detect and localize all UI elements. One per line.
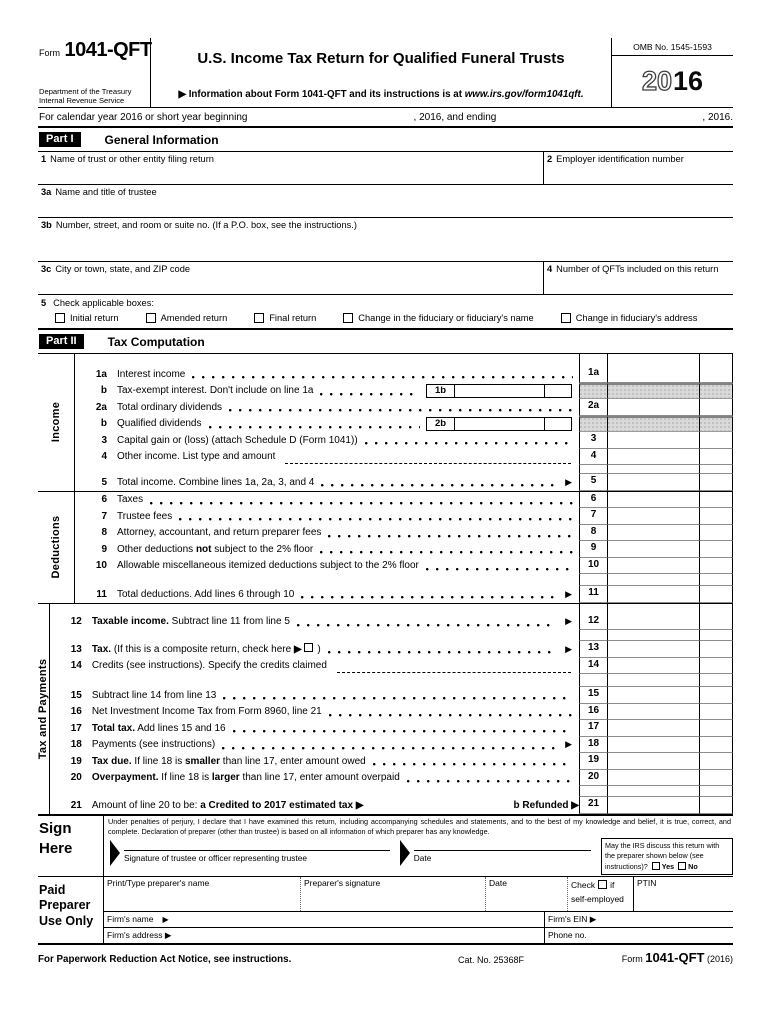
line-number: 18 xyxy=(70,739,82,751)
form-info-url: www.irs.gov/form1041qft. xyxy=(464,89,584,100)
footer-form-id: Form 1041-QFT (2016) xyxy=(621,949,733,965)
line-label: Net Investment Income Tax from Form 8960, line 21 xyxy=(91,706,322,718)
checkbox-1[interactable] xyxy=(146,313,156,323)
dot-leader xyxy=(365,442,573,445)
paid-preparer-label: Paid Preparer Use Only xyxy=(38,877,104,943)
line-12-amount[interactable] xyxy=(607,614,699,631)
line-21-amount[interactable] xyxy=(607,797,699,814)
year-ending-input[interactable] xyxy=(536,111,702,123)
line-1b-inline-box xyxy=(426,384,572,399)
line-2b-amount[interactable] xyxy=(455,418,545,431)
row-cents xyxy=(699,630,733,641)
line-number: 6 xyxy=(101,494,107,506)
line-17-amount[interactable] xyxy=(607,720,699,737)
qft-count-field[interactable]: 4 Number of QFTs included on this return xyxy=(543,262,733,294)
spacer-row xyxy=(75,574,733,586)
trustee-signature-field[interactable] xyxy=(124,838,390,876)
dot-leader xyxy=(328,535,573,538)
line-label: Tax. (If this is a composite return, check here ▶ ) xyxy=(91,644,321,656)
line-3-amount[interactable] xyxy=(607,432,699,449)
line-5-cents[interactable] xyxy=(699,474,733,491)
irs-label: Internal Revenue Service xyxy=(39,95,125,105)
form-footer xyxy=(38,945,733,965)
row-amount xyxy=(607,630,699,641)
form-number-block xyxy=(38,38,151,107)
ein-field[interactable]: 2 Employer identification number xyxy=(543,152,733,184)
line-number: b xyxy=(100,418,107,430)
section-side-label: Tax and Payments xyxy=(37,658,50,759)
form-word: Form xyxy=(39,48,60,58)
entry-number-cell xyxy=(579,786,607,797)
line-16 xyxy=(50,704,733,721)
row-cents xyxy=(699,354,733,366)
checkbox-4[interactable] xyxy=(561,313,571,323)
line-label: Amount of line 20 to be: a Credited to 2017 estimated tax ▶ b Refunded ▶ xyxy=(91,799,579,811)
line-label: Other deductions not subject to the 2% floor xyxy=(117,543,314,555)
entry-number-20: 20 xyxy=(579,770,607,787)
line-label: Total ordinary dividends xyxy=(117,401,223,413)
line-2b-amount xyxy=(607,416,699,433)
line-10-cents[interactable] xyxy=(699,558,733,575)
line-1a xyxy=(75,366,733,383)
checkbox-item-0 xyxy=(55,313,119,323)
self-employed-cell: Check if self-employed xyxy=(568,877,634,911)
line-label: Attorney, accountant, and return preparer fees xyxy=(117,527,322,539)
line-label: Credits (see instructions). Specify the credits claimed xyxy=(91,660,327,672)
line-number: 12 xyxy=(70,616,82,628)
trustee-signature-caption: Signature of trustee or officer representing trustee xyxy=(124,852,307,863)
dot-leader xyxy=(150,502,573,505)
line-14-cents[interactable] xyxy=(699,658,733,675)
catalog-number: Cat. No. 25368F xyxy=(458,954,525,965)
line-18 xyxy=(50,737,733,754)
dot-leader xyxy=(233,730,573,733)
line-number: 14 xyxy=(70,660,82,672)
spacer-row xyxy=(75,465,733,474)
dot-leader xyxy=(229,409,573,412)
entry-number-2a: 2a xyxy=(579,399,607,416)
entry-number-cell xyxy=(579,630,607,641)
line-label: Taxable income. Subtract line 11 from line 5 xyxy=(91,616,290,628)
row-cents xyxy=(699,674,733,687)
line-label: Trustee fees xyxy=(117,510,173,522)
entry-number-13: 13 xyxy=(579,641,607,658)
line-label: Tax due. If line 18 is smaller than line 17, enter amount owed xyxy=(91,755,366,767)
line-6 xyxy=(75,492,733,509)
checkbox-3[interactable] xyxy=(343,313,353,323)
line-16-amount[interactable] xyxy=(607,704,699,721)
firm-address-field[interactable]: Firm's address ▶ xyxy=(104,928,545,943)
line-label: Total income. Combine lines 1a, 2a, 3, and 4 xyxy=(117,476,315,488)
entry-number-18: 18 xyxy=(579,737,607,754)
line-20-cents[interactable] xyxy=(699,770,733,787)
line-15-cents[interactable] xyxy=(699,687,733,704)
dot-leader xyxy=(222,747,557,750)
line-2b-inline-box xyxy=(426,417,572,432)
checkbox-item-4 xyxy=(561,313,698,323)
entry-number-9: 9 xyxy=(579,541,607,558)
entry-number-cell xyxy=(579,574,607,586)
line-6-amount[interactable] xyxy=(607,492,699,509)
line-17 xyxy=(50,720,733,737)
line-label: Overpayment. If line 18 is larger than line 17, enter amount overpaid xyxy=(91,772,400,784)
line-4 xyxy=(75,449,733,466)
signature-date-caption: Date xyxy=(413,852,432,863)
checkbox-2[interactable] xyxy=(254,313,264,323)
firm-name-arrow-icon: ▶ xyxy=(162,914,169,924)
entry-number-cell xyxy=(579,674,607,687)
line-number: 1a xyxy=(95,368,107,380)
line-16-cents[interactable] xyxy=(699,704,733,721)
sign-here-section xyxy=(38,814,733,877)
entry-number-12: 12 xyxy=(579,614,607,631)
line-label: Total deductions. Add lines 6 through 10 xyxy=(117,588,295,600)
signature-arrow-icon xyxy=(110,840,120,866)
line-19 xyxy=(50,753,733,770)
row-amount xyxy=(607,786,699,797)
part2-section-deductions xyxy=(38,491,733,603)
form-header xyxy=(38,38,733,108)
checkbox-item-3 xyxy=(343,313,533,323)
checkbox-label-3: Change in the fiduciary or fiduciary's name xyxy=(358,313,534,323)
firm-name-field[interactable]: Firm's name ▶ xyxy=(104,912,545,927)
dot-leader xyxy=(407,780,573,783)
preparer-name-field[interactable]: Print/Type preparer's name xyxy=(104,877,301,911)
dot-leader xyxy=(301,596,557,599)
entry-number-15: 15 xyxy=(579,687,607,704)
line-label: Total tax. Add lines 15 and 16 xyxy=(91,722,226,734)
line-21-cents[interactable] xyxy=(699,797,733,814)
dot-leader xyxy=(328,651,557,654)
line-14-amount[interactable] xyxy=(607,658,699,675)
line-number: 17 xyxy=(70,722,82,734)
paid-preparer-section xyxy=(38,877,733,945)
paperwork-notice: For Paperwork Reduction Act Notice, see instructions. xyxy=(38,953,292,965)
line-1b xyxy=(75,383,733,400)
tax-year: 20 16 xyxy=(641,66,704,96)
line-1b-amount xyxy=(607,383,699,400)
checkbox-label-4: Change in fiduciary's address xyxy=(575,313,698,323)
entry-number-cell xyxy=(579,604,607,614)
entry-number-10: 10 xyxy=(579,558,607,575)
perjury-statement: Under penalties of perjury, I declare that I have examined this return, including accompanying schedules and statements, and to the best of my knowledge and belief, it is true, correct, and complete. Declaration of preparer (other than trustee) is based on all information of which preparer has any knowledge. xyxy=(108,816,731,836)
line-19-amount[interactable] xyxy=(607,753,699,770)
line-number: 20 xyxy=(70,772,82,784)
signature-date-field[interactable] xyxy=(414,838,591,876)
part1-table xyxy=(38,151,733,330)
line-1a-amount[interactable] xyxy=(607,366,699,383)
trustee-name-field[interactable]: 3a Name and title of trustee xyxy=(41,187,157,197)
checkbox-label-2: Final return xyxy=(269,313,317,323)
arrow-right-icon: ▶ xyxy=(565,643,572,654)
dot-leader xyxy=(320,393,420,396)
entry-number-7: 7 xyxy=(579,508,607,525)
entry-number-11: 11 xyxy=(579,586,607,603)
dot-leader xyxy=(321,484,557,487)
trust-name-field[interactable]: 1 Name of trust or other entity filing return xyxy=(41,154,214,164)
line-number: 8 xyxy=(101,527,107,539)
line-label: Tax-exempt interest. Don't include on line 1a xyxy=(117,385,314,397)
entry-number-cell xyxy=(579,354,607,366)
entry-number-cell xyxy=(579,416,607,433)
line-label: Payments (see instructions) xyxy=(91,739,216,751)
line-1b-amount[interactable] xyxy=(455,385,545,398)
city-state-zip-field[interactable]: 3c City or town, state, and ZIP code xyxy=(41,264,191,274)
entry-number-1a: 1a xyxy=(579,366,607,383)
dot-leader xyxy=(320,551,573,554)
line-label: Subtract line 14 from line 13 xyxy=(91,689,217,701)
spacer-row xyxy=(50,630,733,641)
part2-title: Tax Computation xyxy=(107,334,205,349)
section-side-label: Income xyxy=(50,402,62,443)
line-label: Capital gain or (loss) (attach Schedule D (Form 1041)) xyxy=(117,434,358,446)
entry-number-8: 8 xyxy=(579,525,607,542)
row-amount xyxy=(607,574,699,586)
discuss-no-checkbox[interactable] xyxy=(678,862,686,870)
line-number: 19 xyxy=(70,755,82,767)
dot-leader xyxy=(426,568,573,571)
line-19-cents[interactable] xyxy=(699,753,733,770)
line-17-cents[interactable] xyxy=(699,720,733,737)
firm-ein-field[interactable]: Firm's EIN ▶ xyxy=(548,913,597,924)
phone-field[interactable]: Phone no. xyxy=(548,929,587,940)
row-cents xyxy=(699,604,733,614)
arrow-right-icon: ▶ xyxy=(565,476,572,487)
line-number: 21 xyxy=(70,799,82,811)
row-city-state-zip xyxy=(38,262,733,295)
line-5-amount[interactable] xyxy=(607,474,699,491)
preparer-date-field[interactable]: Date xyxy=(486,877,568,911)
form-title-block xyxy=(151,38,612,107)
section-side-label: Deductions xyxy=(50,515,62,579)
composite-return-checkbox[interactable] xyxy=(304,643,313,652)
row-amount xyxy=(607,354,699,366)
line-2a xyxy=(75,399,733,416)
line-2b-cents xyxy=(699,416,733,433)
write-in-line[interactable] xyxy=(285,453,571,464)
calendar-year-label: For calendar year 2016 or short year beginning xyxy=(39,112,248,123)
entry-number-17: 17 xyxy=(579,720,607,737)
entry-number-21: 21 xyxy=(579,797,607,814)
line-21 xyxy=(50,797,733,814)
inline-box-number: 1b xyxy=(427,385,455,398)
line-9 xyxy=(75,541,733,558)
entry-number-cell xyxy=(579,383,607,400)
part1-badge: Part I xyxy=(39,132,81,147)
dot-leader xyxy=(192,376,573,379)
line-8-amount[interactable] xyxy=(607,525,699,542)
row-amount xyxy=(607,465,699,474)
arrow-right-icon: ▶ xyxy=(565,588,572,599)
line-number: 7 xyxy=(101,510,107,522)
spacer-row xyxy=(50,604,733,614)
line-13-cents[interactable] xyxy=(699,641,733,658)
inline-box-number: 2b xyxy=(427,418,455,431)
line-label: Qualified dividends xyxy=(117,418,202,430)
line-4-amount[interactable] xyxy=(607,449,699,466)
omb-number: OMB No. 1545-1593 xyxy=(612,38,733,56)
arrow-right-icon: ▶ xyxy=(565,739,572,750)
line-label: Taxes xyxy=(117,494,144,506)
line-7-amount[interactable] xyxy=(607,508,699,525)
line-8-cents[interactable] xyxy=(699,525,733,542)
line-18-amount[interactable] xyxy=(607,737,699,754)
check-boxes-label: 5 Check applicable boxes: xyxy=(41,298,154,308)
part1-title: General Information xyxy=(104,132,219,147)
line-3 xyxy=(75,432,733,449)
line-5 xyxy=(75,474,733,491)
line-14 xyxy=(50,658,733,675)
line-10-amount[interactable] xyxy=(607,558,699,575)
line-label: Allowable miscellaneous itemized deductions subject to the 2% floor xyxy=(117,560,419,572)
entry-number-4: 4 xyxy=(579,449,607,466)
calendar-year-end: , 2016. xyxy=(702,112,734,123)
entry-number-19: 19 xyxy=(579,753,607,770)
line-15 xyxy=(50,687,733,704)
arrow-right-icon: ▶ xyxy=(565,616,572,627)
street-address-field[interactable]: 3b Number, street, and room or suite no. (If a P.O. box, see the instructions.) xyxy=(41,220,357,230)
part2-table xyxy=(38,353,733,814)
line-7-cents[interactable] xyxy=(699,508,733,525)
ptin-field[interactable]: PTIN xyxy=(637,877,657,888)
write-in-line[interactable] xyxy=(337,662,571,673)
row-trustee-name xyxy=(38,185,733,218)
entry-number-16: 16 xyxy=(579,704,607,721)
part1-header xyxy=(38,128,733,151)
form-number: 1041-QFT xyxy=(64,39,152,61)
applicable-boxes-row xyxy=(38,310,733,330)
dept-treasury: Department of the Treasury xyxy=(39,86,132,96)
spacer-row xyxy=(50,674,733,687)
entry-number-5: 5 xyxy=(579,474,607,491)
line-4-cents[interactable] xyxy=(699,449,733,466)
line-number: 10 xyxy=(95,560,107,572)
line-3-cents[interactable] xyxy=(699,432,733,449)
line-9-amount[interactable] xyxy=(607,541,699,558)
dot-leader xyxy=(223,697,573,700)
line-2a-cents[interactable] xyxy=(699,399,733,416)
line-20 xyxy=(50,770,733,787)
line-number: 15 xyxy=(70,689,82,701)
part2-badge: Part II xyxy=(39,334,84,349)
date-arrow-icon xyxy=(400,840,410,866)
irs-discuss-box: May the IRS discuss this return with the preparer shown below (see instructions)? Yes No xyxy=(601,838,733,875)
spacer-row xyxy=(50,786,733,797)
line-number: 5 xyxy=(101,476,107,488)
preparer-signature-field[interactable]: Preparer's signature xyxy=(301,877,486,911)
entry-number-14: 14 xyxy=(579,658,607,675)
line-number: 16 xyxy=(70,706,82,718)
line-12-cents[interactable] xyxy=(699,614,733,631)
part2-header xyxy=(38,330,733,353)
dot-leader xyxy=(179,518,573,521)
line-13-amount[interactable] xyxy=(607,641,699,658)
form-info-line: ▶ Information about Form 1041-QFT and its instructions is at www.irs.gov/form1041qft. xyxy=(178,89,584,100)
calendar-year-row xyxy=(38,108,733,128)
row-name-of-trust xyxy=(38,152,733,185)
self-employed-checkbox[interactable] xyxy=(598,880,607,889)
discuss-yes-checkbox[interactable] xyxy=(652,862,660,870)
line-1a-cents[interactable] xyxy=(699,366,733,383)
calendar-year-mid: , 2016, and ending xyxy=(413,112,497,123)
line-8 xyxy=(75,525,733,542)
entry-number-6: 6 xyxy=(579,492,607,509)
line-10 xyxy=(75,558,733,575)
row-amount xyxy=(607,604,699,614)
form-title: U.S. Income Tax Return for Qualified Funeral Trusts xyxy=(197,50,565,67)
line-2b-cents[interactable] xyxy=(545,418,571,431)
line-20-amount[interactable] xyxy=(607,770,699,787)
line-15-amount[interactable] xyxy=(607,687,699,704)
entry-number-cell xyxy=(579,465,607,474)
line-11-cents[interactable] xyxy=(699,586,733,603)
line-12 xyxy=(50,614,733,631)
sign-here-label: Sign Here xyxy=(38,816,104,876)
line-11 xyxy=(75,586,733,603)
line-1b-cents[interactable] xyxy=(545,385,571,398)
part2-section-income xyxy=(38,354,733,491)
dot-leader xyxy=(209,426,421,429)
line-label: Interest income xyxy=(117,368,186,380)
line-number: 3 xyxy=(101,434,107,446)
row-cents xyxy=(699,465,733,474)
line-number: 2a xyxy=(95,401,107,413)
line-number: 4 xyxy=(101,451,107,463)
dot-leader xyxy=(329,714,573,717)
line-label: Other income. List type and amount xyxy=(117,451,276,463)
line-6-cents[interactable] xyxy=(699,492,733,509)
line-number: 13 xyxy=(70,643,82,655)
part2-section-tax-and-payments xyxy=(38,603,733,814)
line-2a-amount[interactable] xyxy=(607,399,699,416)
row-amount xyxy=(607,674,699,687)
line-18-cents[interactable] xyxy=(699,737,733,754)
line-13 xyxy=(50,641,733,658)
checkbox-label-0: Initial return xyxy=(70,313,119,323)
line-9-cents[interactable] xyxy=(699,541,733,558)
line-1b-cents xyxy=(699,383,733,400)
row-cents xyxy=(699,786,733,797)
line-11-amount[interactable] xyxy=(607,586,699,603)
checkbox-item-1 xyxy=(146,313,228,323)
checkbox-0[interactable] xyxy=(55,313,65,323)
line-number: 11 xyxy=(96,588,107,600)
year-beginning-input[interactable] xyxy=(247,111,413,123)
line-number: 9 xyxy=(101,543,107,555)
dot-leader xyxy=(373,763,573,766)
checkbox-item-2 xyxy=(254,313,316,323)
line-number: b xyxy=(100,385,107,397)
row-street-address xyxy=(38,218,733,262)
dot-leader xyxy=(297,624,557,627)
spacer-row xyxy=(75,354,733,366)
row-cents xyxy=(699,574,733,586)
omb-year-block xyxy=(612,38,733,107)
line-2b xyxy=(75,416,733,433)
line-7 xyxy=(75,508,733,525)
entry-number-3: 3 xyxy=(579,432,607,449)
checkbox-label-1: Amended return xyxy=(160,313,228,323)
